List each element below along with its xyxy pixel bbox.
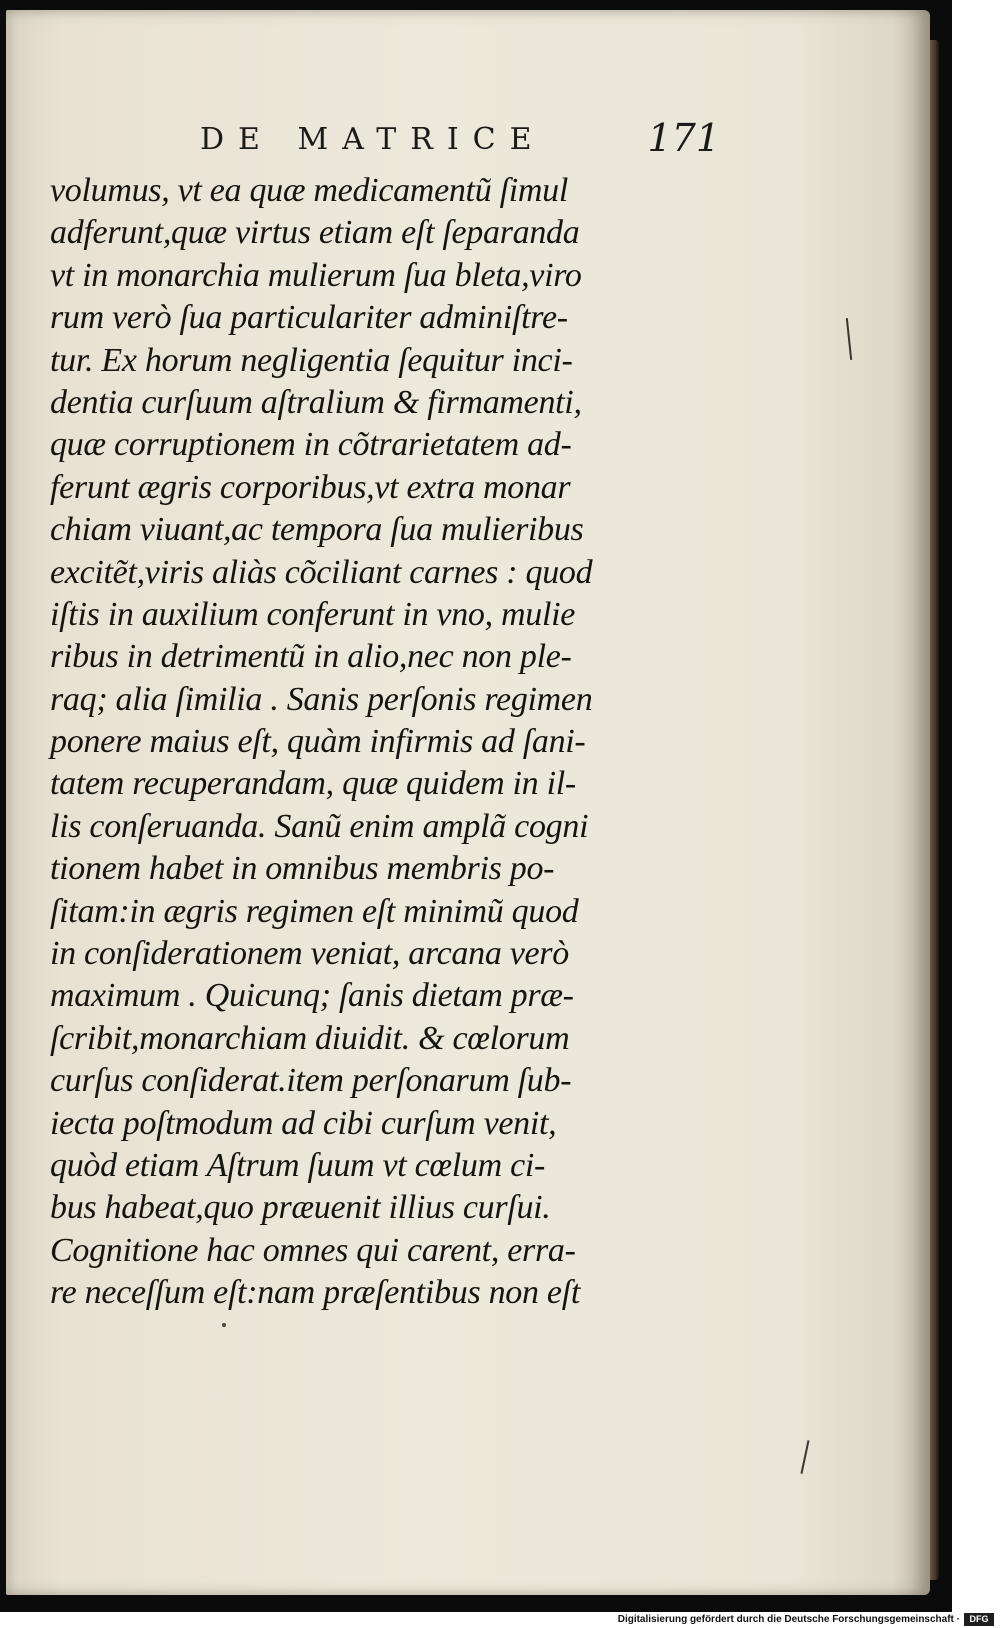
page-number: 171 (647, 116, 720, 160)
text-line: quòd etiam Aſtrum ſuum vt cœlum ci- (50, 1146, 546, 1184)
text-line: tionem habet in omnibus membris po- (50, 850, 555, 888)
text-line: excitẽt,viris aliàs cõciliant carnes : quod (50, 553, 593, 591)
text-line: dentia curſuum aſtralium & firmamenti, (50, 383, 582, 421)
text-line: ſcribit,monarchiam diuidit. & cœlorum (50, 1019, 570, 1057)
text-line: rum verò ſua particulariter adminiſtre- (50, 299, 568, 337)
text-line: iecta poſtmodum ad cibi curſum venit, (50, 1104, 557, 1142)
text-line: chiam viuant,ac tempora ſua mulieribus (50, 511, 584, 549)
text-line: quæ corruptionem in cõtrarietatem ad- (50, 426, 572, 464)
text-line: bus habeat,quo præuenit illius curſui. (50, 1189, 551, 1227)
dfg-logo: DFG (964, 1613, 994, 1626)
text-line: lis conſeruanda. Sanũ enim amplã cogni (50, 807, 589, 845)
text-line: adferunt,quæ virtus etiam eſt ſeparanda (50, 214, 580, 252)
running-head-title: DE MATRICE (200, 122, 546, 157)
text-line: volumus, vt ea quæ medicamentũ ſimul (50, 172, 568, 209)
ink-dot (222, 1323, 226, 1327)
text-line: raq; alia ſimilia . Sanis perſonis regimen (50, 680, 593, 718)
text-line: ſitam:in ægris regimen eſt minimũ quod (50, 892, 579, 930)
text-line: tur. Ex horum negligentia ſequitur inci- (50, 341, 573, 379)
text-line: in conſiderationem veniat, arcana verò (50, 935, 569, 973)
footer-credit: Digitalisierung gefördert durch die Deutsche Forschungsgemeinschaft · (617, 1614, 960, 1625)
text-line: Cognitione hac omnes qui carent, erra- (50, 1231, 576, 1269)
book-edge (929, 40, 939, 1580)
main-text (50, 170, 740, 1315)
text-line: ferunt ægris corporibus,vt extra monar (50, 468, 571, 506)
text-line: tatem recuperandam, quæ quidem in il- (50, 765, 576, 803)
text-line: ribus in detrimentũ in alio,nec non ple- (50, 638, 572, 676)
text-line: re neceſſum eſt:nam præſentibus non eſt (50, 1274, 580, 1312)
footer (0, 1612, 1000, 1628)
text-line: curſus conſiderat.item perſonarum ſub- (50, 1062, 572, 1100)
text-line: iſtis in auxilium conferunt in vno, mulie (50, 595, 576, 633)
running-head (200, 116, 720, 166)
text-line: vt in monarchia mulierum ſua bleta,viro (50, 256, 582, 294)
text-line: maximum . Quicunq; ſanis dietam præ- (50, 977, 574, 1015)
text-line: ponere maius eſt, quàm infirmis ad ſani- (50, 723, 586, 761)
